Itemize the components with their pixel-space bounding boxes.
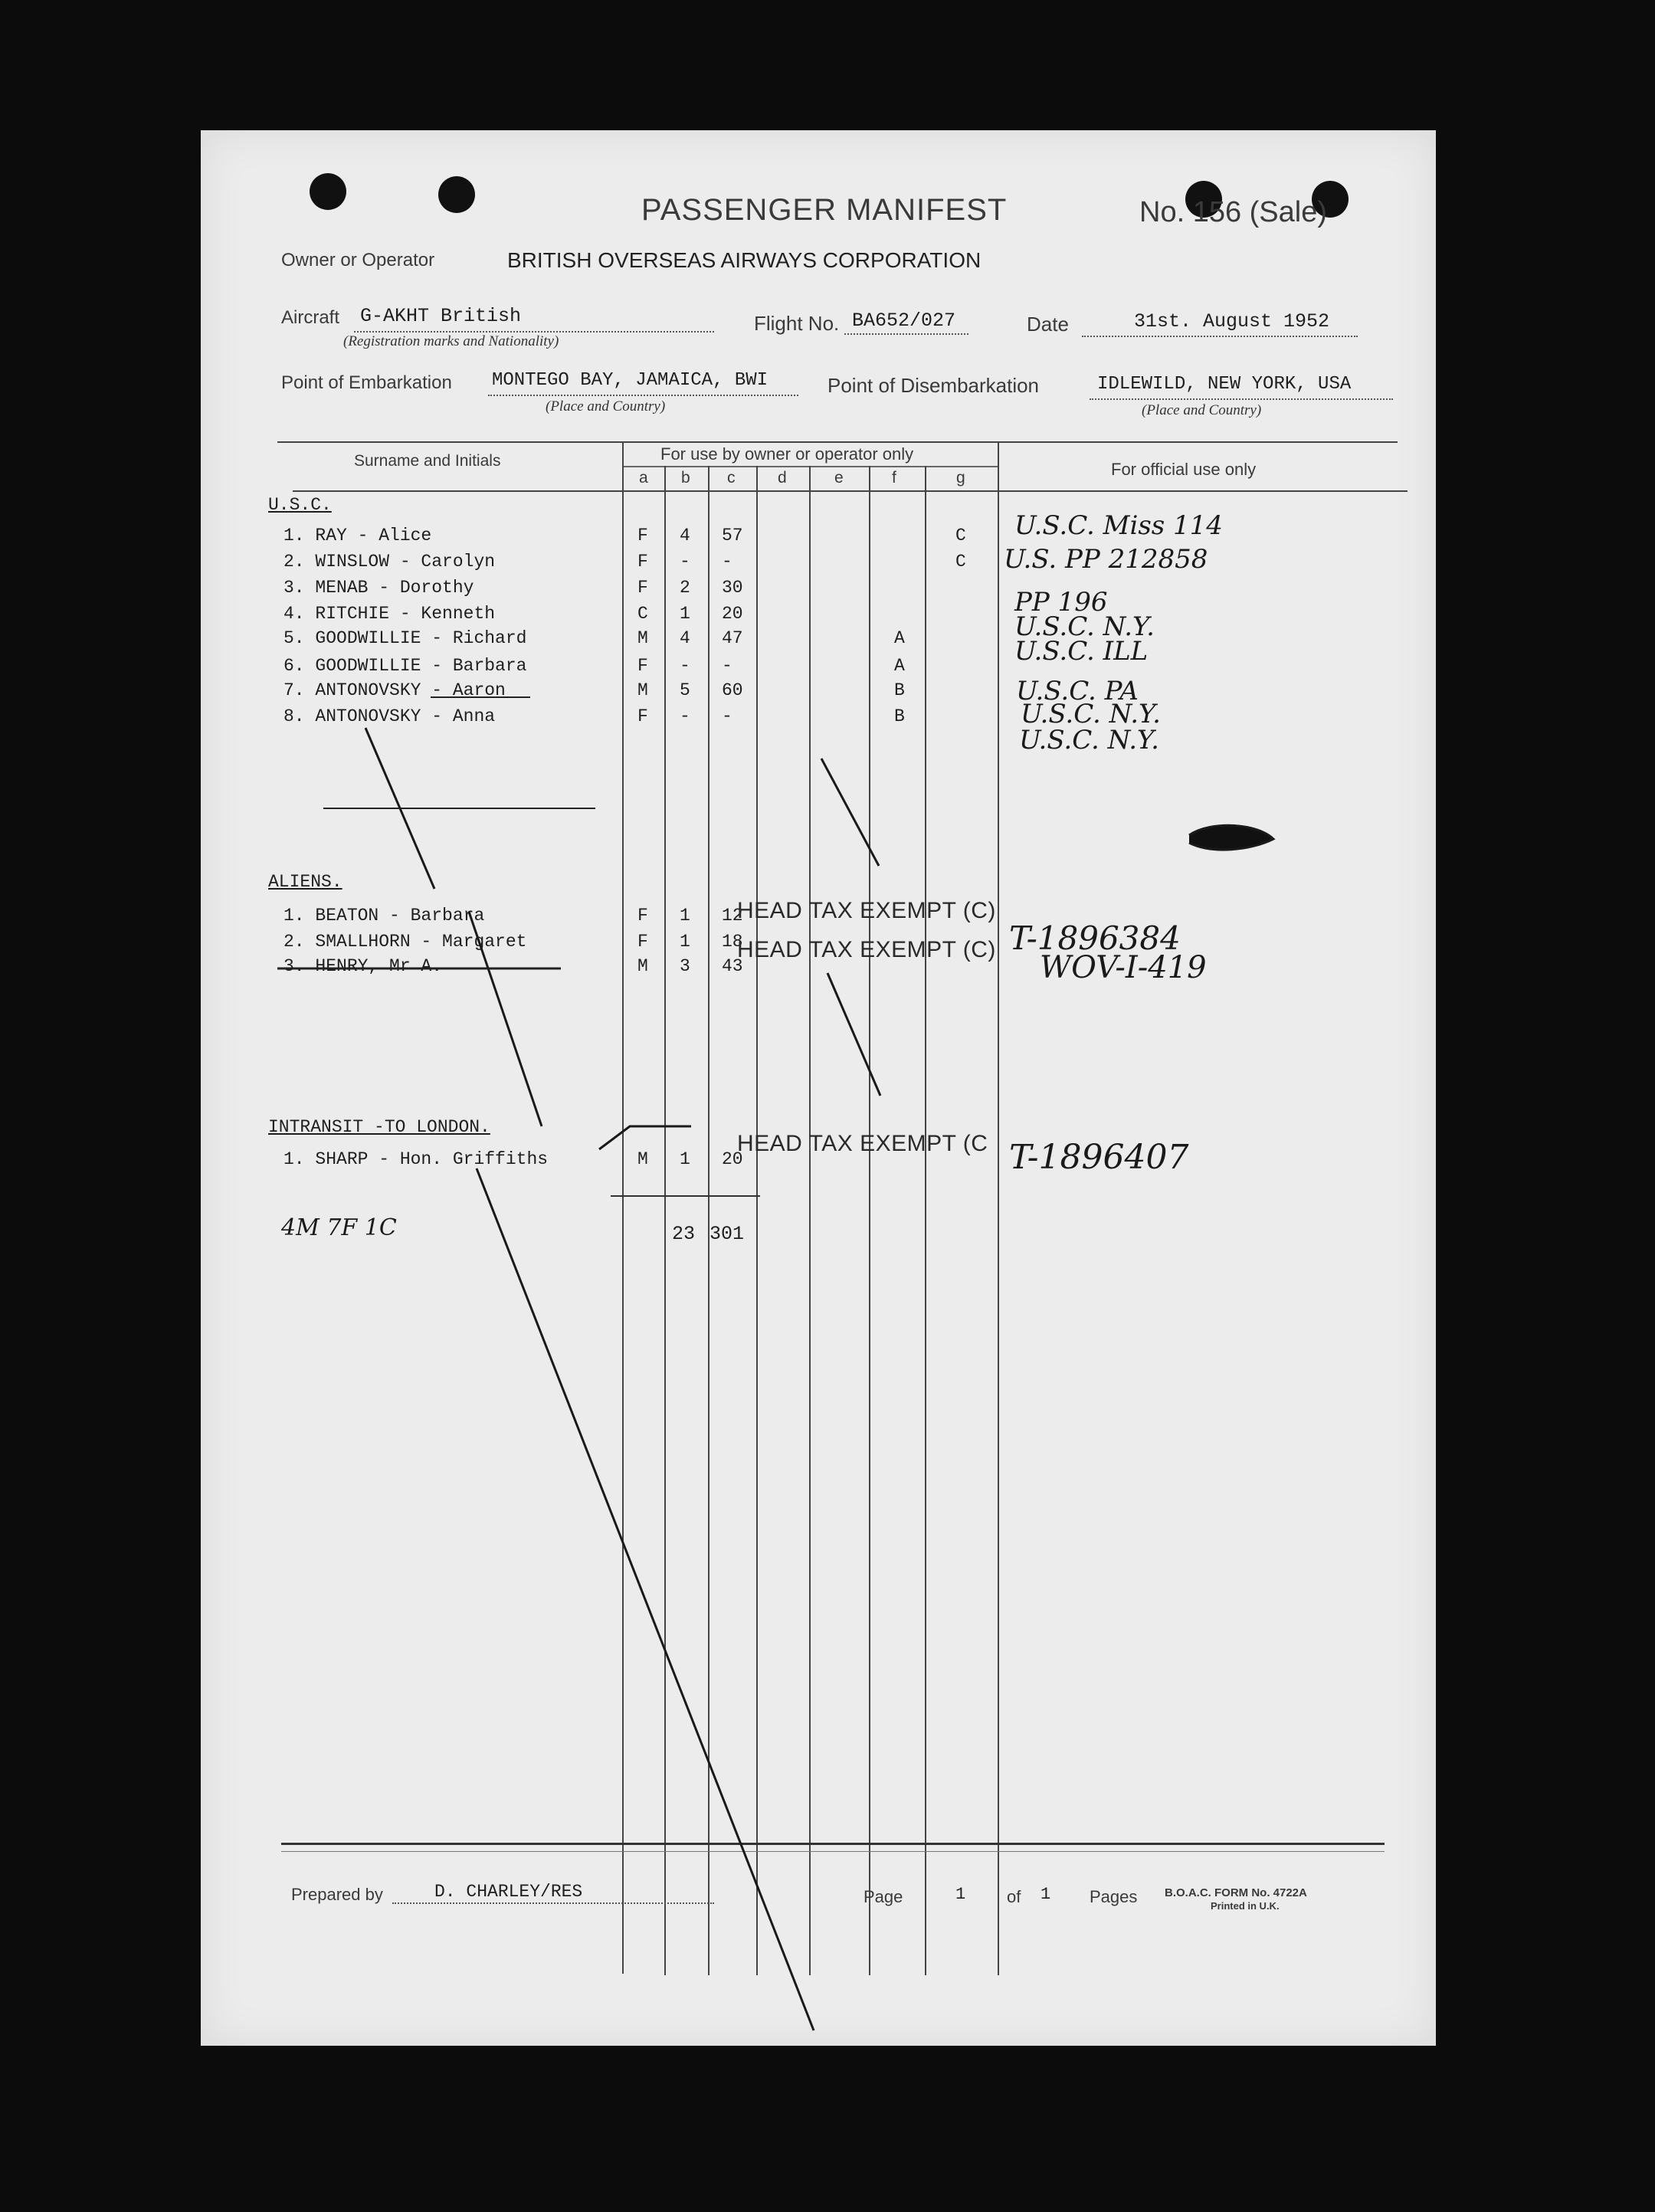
passenger-col-a: F <box>637 706 648 726</box>
passenger-col-a: F <box>637 906 648 926</box>
passenger-col-c: 20 <box>722 1149 743 1169</box>
prepared-label: Prepared by <box>291 1885 383 1904</box>
pen-stroke <box>821 759 879 866</box>
passenger-col-g: C <box>955 526 966 546</box>
passenger-col-b: 4 <box>680 526 690 546</box>
passenger-col-f: B <box>894 706 905 726</box>
ink-blot <box>1189 825 1273 850</box>
column-letter-d: d <box>778 469 787 487</box>
passenger-col-c: 43 <box>722 956 743 976</box>
official-alien-2: WOV-I-419 <box>1040 950 1207 985</box>
passenger-col-a: M <box>637 628 648 648</box>
passenger-col-c: - <box>722 656 732 676</box>
embark-value: MONTEGO BAY, JAMAICA, BWI <box>492 370 769 391</box>
disembark-label: Point of Disembarkation <box>828 374 1040 397</box>
passenger-col-a: F <box>637 578 648 598</box>
manifest-number: No. 156 (Sale) <box>1139 196 1328 228</box>
passenger-col-a: M <box>637 680 648 700</box>
passenger-name: 1. SHARP - Hon. Griffiths <box>283 1149 549 1169</box>
aircraft-value: G-AKHT British <box>360 305 522 327</box>
passenger-col-c: - <box>722 552 732 572</box>
prepared-value: D. CHARLEY/RES <box>434 1882 583 1902</box>
passenger-col-c: 60 <box>722 680 743 700</box>
passenger-col-c: 20 <box>722 604 743 624</box>
aircraft-note: (Registration marks and Nationality) <box>343 333 559 349</box>
of-label: of <box>1007 1887 1021 1906</box>
flight-value: BA652/027 <box>852 310 956 332</box>
usc-heading: U.S.C. <box>268 495 332 515</box>
owner-value: BRITISH OVERSEAS AIRWAYS CORPORATION <box>507 248 982 272</box>
pen-stroke <box>477 1168 814 2030</box>
column-letter-a: a <box>639 469 648 487</box>
passenger-col-a: F <box>637 656 648 676</box>
passenger-col-f: A <box>894 628 905 648</box>
passenger-name: 4. RITCHIE - Kenneth <box>283 604 496 624</box>
pen-stroke <box>469 912 542 1126</box>
passenger-col-f: A <box>894 656 905 676</box>
passenger-name: 5. GOODWILLIE - Richard <box>283 628 527 648</box>
column-letter-e: e <box>834 469 844 487</box>
head-tax-stamp: HEAD TAX EXEMPT (C) <box>737 898 996 923</box>
passenger-col-b: - <box>680 656 690 676</box>
passenger-name: 1. RAY - Alice <box>283 526 432 546</box>
official-alien-1: T-1896384 <box>1009 919 1181 957</box>
pages-label: Pages <box>1090 1887 1138 1906</box>
passenger-col-a: M <box>637 1149 648 1169</box>
passenger-col-b: 3 <box>680 956 690 976</box>
check-mark <box>599 1126 691 1149</box>
passenger-col-c: 12 <box>722 906 743 926</box>
passenger-col-b: 4 <box>680 628 690 648</box>
passenger-col-b: - <box>680 552 690 572</box>
head-tax-stamp: HEAD TAX EXEMPT (C) <box>737 937 996 962</box>
passenger-col-c: 57 <box>722 526 743 546</box>
printed-note: Printed in U.K. <box>1211 1900 1280 1912</box>
handwritten-count-note: 4M 7F 1C <box>281 1214 397 1241</box>
disembark-note: (Place and Country) <box>1142 402 1262 418</box>
official-transit-1: T-1896407 <box>1009 1138 1189 1177</box>
transit-heading: INTRANSIT -TO LONDON. <box>268 1117 490 1137</box>
passenger-col-a: M <box>637 956 648 976</box>
col-official-header: For official use only <box>1111 460 1257 479</box>
total-b: 23 <box>672 1223 696 1245</box>
pen-marks <box>201 130 1436 2046</box>
total-c: 301 <box>710 1223 745 1245</box>
official-usc-6: U.S.C. PA <box>1016 676 1139 706</box>
aircraft-label: Aircraft <box>281 307 340 328</box>
passenger-name: 1. BEATON - Barbara <box>283 906 485 926</box>
official-usc-2: U.S. PP 212858 <box>1004 544 1208 575</box>
date-label: Date <box>1027 313 1069 336</box>
official-usc-4: U.S.C. N.Y. <box>1014 611 1155 642</box>
passenger-col-f: B <box>894 680 905 700</box>
passenger-name: 3. HENRY, Mr A. <box>283 956 443 976</box>
of-value: 1 <box>1041 1885 1051 1904</box>
passenger-col-g: C <box>955 552 966 572</box>
passenger-col-b: 2 <box>680 578 690 598</box>
passenger-name: 6. GOODWILLIE - Barbara <box>283 656 527 676</box>
column-letter-b: b <box>681 469 690 487</box>
passenger-col-c: 47 <box>722 628 743 648</box>
passenger-name: 7. ANTONOVSKY - Aaron <box>283 680 506 700</box>
passenger-col-b: 1 <box>680 604 690 624</box>
form-code: B.O.A.C. FORM No. 4722A <box>1165 1886 1307 1899</box>
column-letter-f: f <box>892 469 896 487</box>
passenger-col-b: 1 <box>680 906 690 926</box>
embark-label: Point of Embarkation <box>281 372 452 393</box>
passenger-col-a: F <box>637 526 648 546</box>
col-surname-header: Surname and Initials <box>354 452 501 470</box>
col-operator-header: For use by owner or operator only <box>660 444 914 464</box>
passenger-col-a: F <box>637 932 648 952</box>
column-letter-c: c <box>727 469 736 487</box>
passenger-col-c: - <box>722 706 732 726</box>
pen-stroke <box>828 973 880 1096</box>
owner-label: Owner or Operator <box>281 250 435 270</box>
passenger-col-b: 1 <box>680 1149 690 1169</box>
passenger-col-b: 5 <box>680 680 690 700</box>
page-value: 1 <box>955 1885 966 1904</box>
official-usc-3: PP 196 <box>1014 587 1108 618</box>
aliens-heading: ALIENS. <box>268 872 342 892</box>
passenger-name: 3. MENAB - Dorothy <box>283 578 474 598</box>
official-usc-7: U.S.C. N.Y. <box>1021 699 1161 729</box>
embark-note: (Place and Country) <box>546 398 666 415</box>
passenger-name: 2. SMALLHORN - Margaret <box>283 932 527 952</box>
disembark-value: IDLEWILD, NEW YORK, USA <box>1097 374 1352 395</box>
official-usc-1: U.S.C. Miss 114 <box>1014 510 1223 541</box>
passenger-name: 8. ANTONOVSKY - Anna <box>283 706 496 726</box>
passenger-col-a: F <box>637 552 648 572</box>
column-letter-g: g <box>956 469 965 487</box>
official-usc-5: U.S.C. ILL <box>1014 636 1149 667</box>
page-label: Page <box>864 1887 903 1906</box>
passenger-col-c: 18 <box>722 932 743 952</box>
head-tax-stamp: HEAD TAX EXEMPT (C <box>737 1131 988 1156</box>
passenger-col-a: C <box>637 604 648 624</box>
passenger-col-b: - <box>680 706 690 726</box>
passenger-name: 2. WINSLOW - Carolyn <box>283 552 496 572</box>
official-usc-8: U.S.C. N.Y. <box>1019 725 1159 755</box>
manifest-sheet <box>201 130 1436 2046</box>
passenger-col-c: 30 <box>722 578 743 598</box>
manifest-title: PASSENGER MANIFEST <box>641 193 1008 227</box>
flight-label: Flight No. <box>754 312 840 335</box>
passenger-col-b: 1 <box>680 932 690 952</box>
date-value: 31st. August 1952 <box>1134 310 1330 333</box>
